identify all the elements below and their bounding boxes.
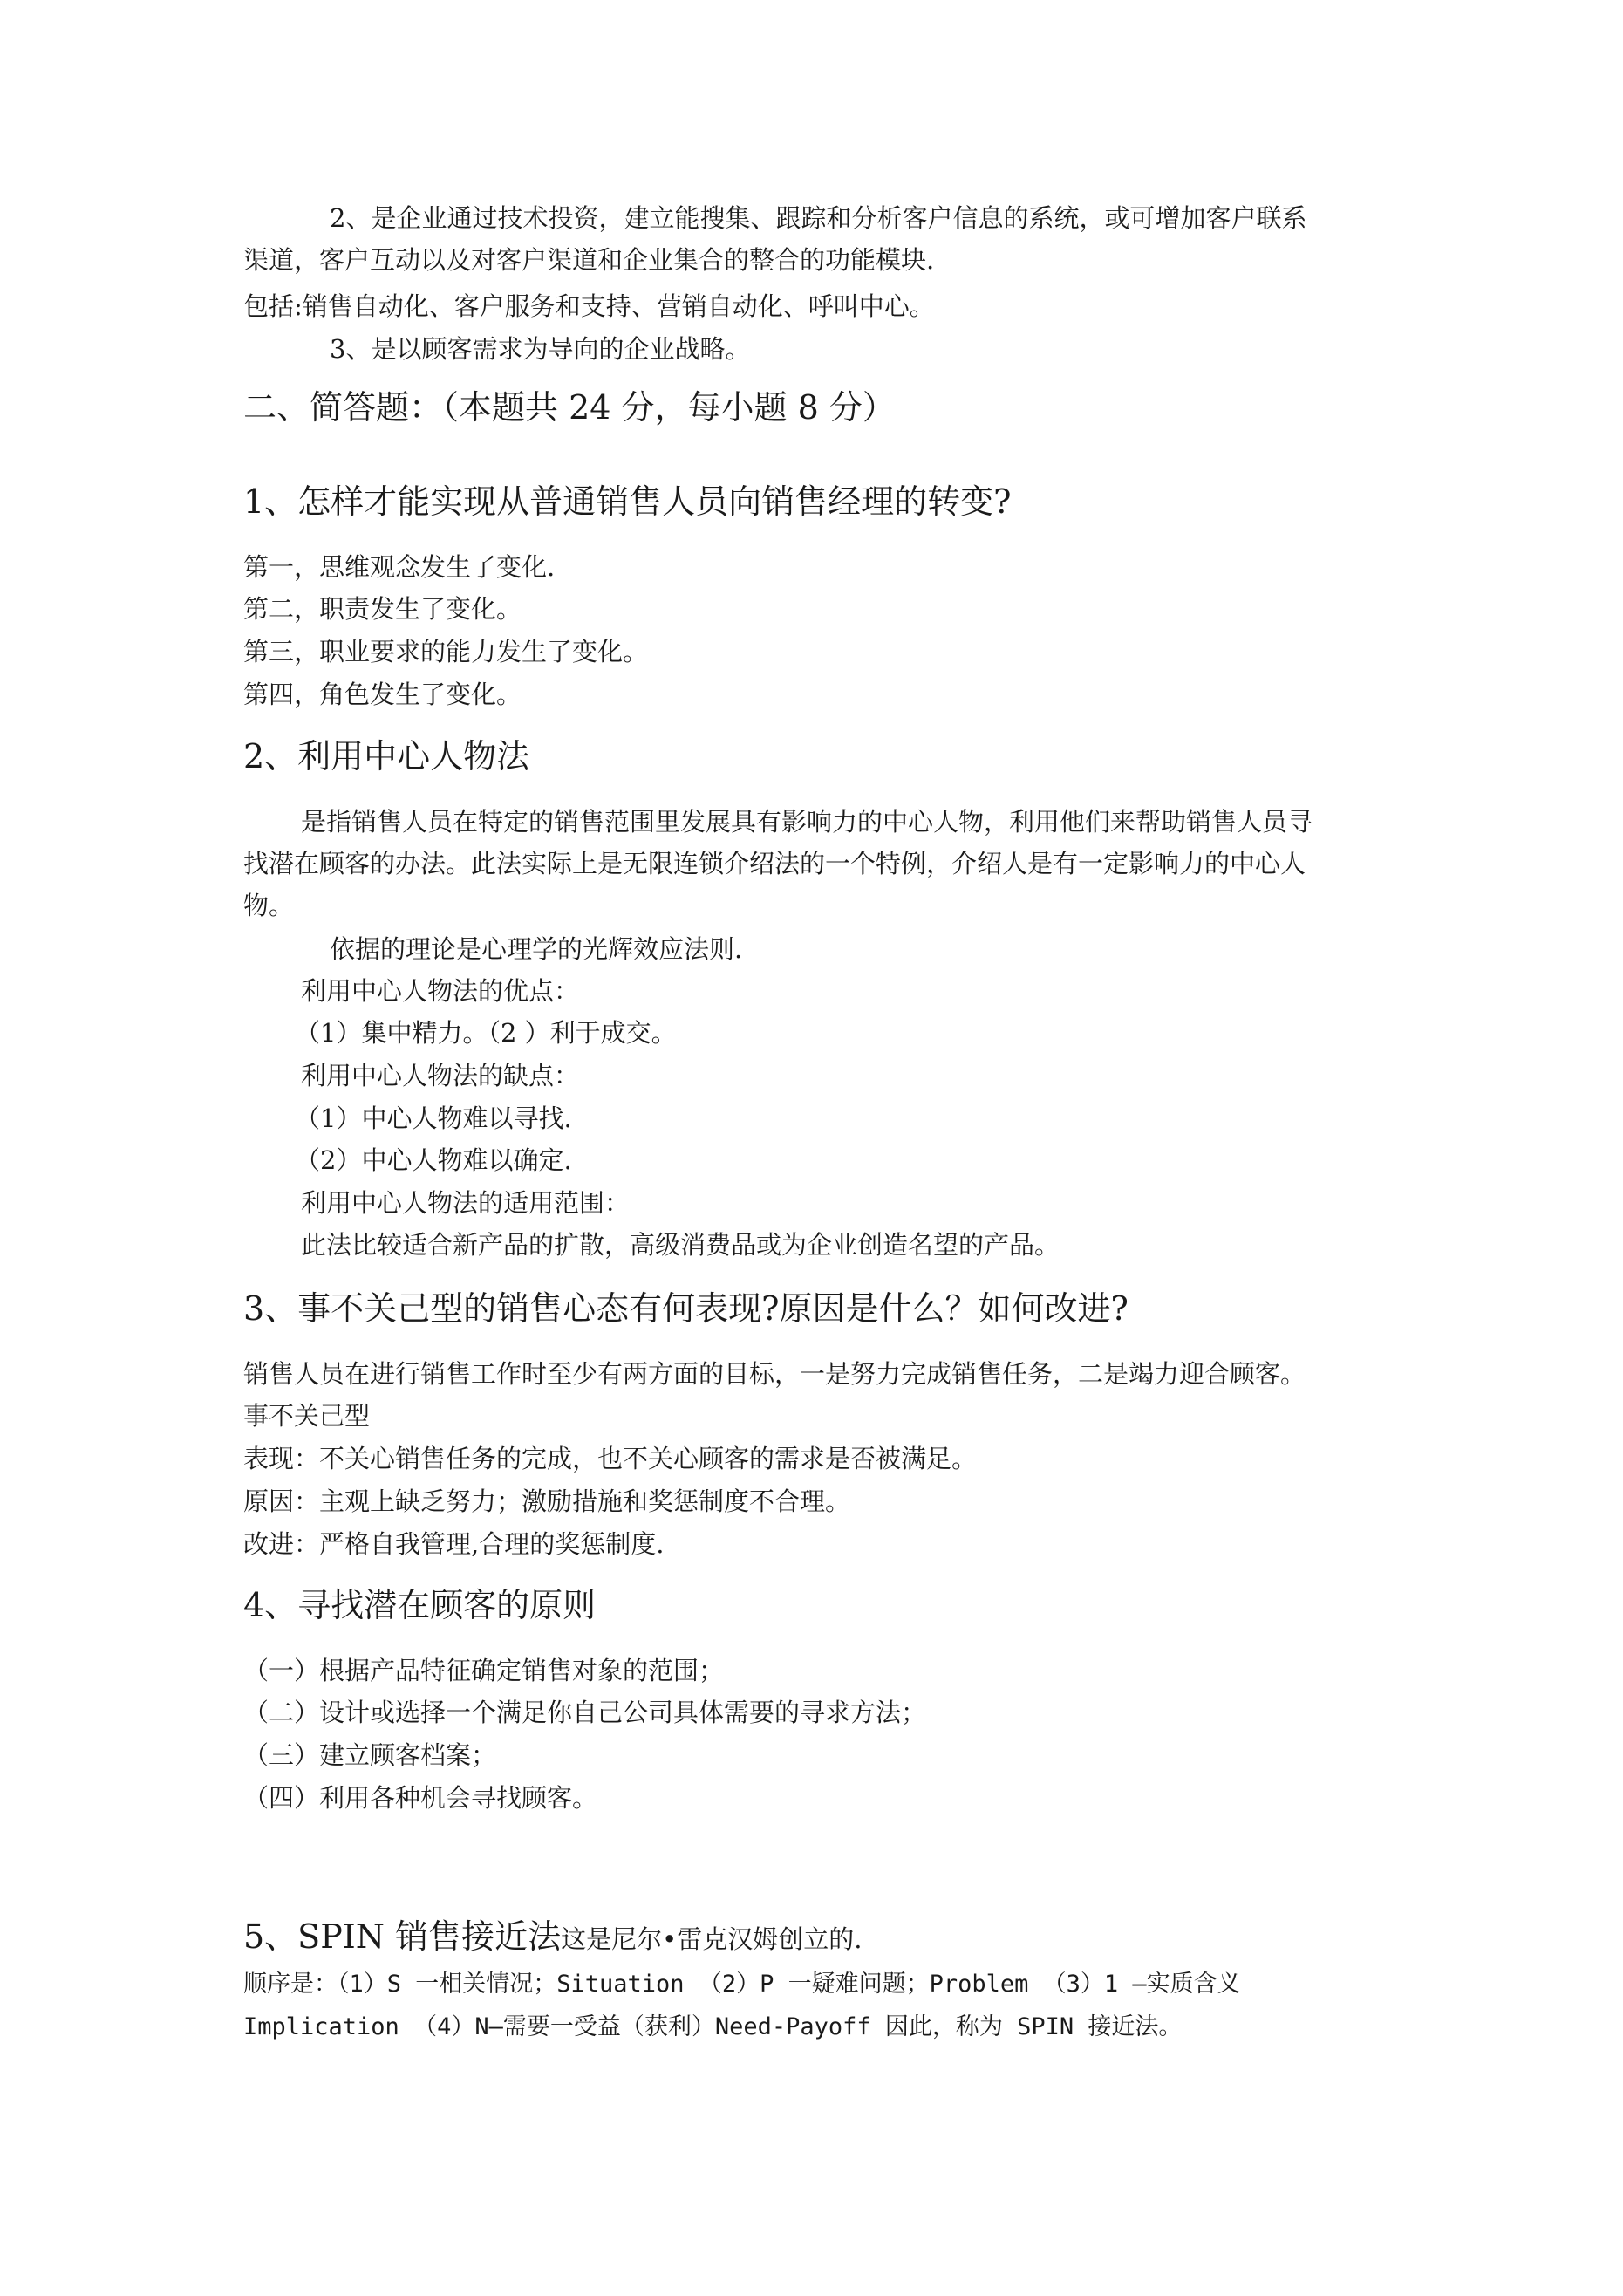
q4-line: （一）根据产品特征确定销售对象的范围； bbox=[243, 1656, 725, 1685]
q2-line: 依据的理论是心理学的光辉效应法则. bbox=[330, 934, 743, 964]
intro-line-4: 3、是以顾客需求为导向的企业战略。 bbox=[330, 334, 751, 364]
q2-title: 2、利用中心人物法 bbox=[243, 737, 530, 776]
intro-line-2: 渠道，客户互动以及对客户渠道和企业集合的整合的功能模块. bbox=[243, 245, 935, 275]
section-title: 二、简答题：（本题共 24 分，每小题 8 分） bbox=[243, 388, 896, 427]
q2-line: 找潜在顾客的办法。此法实际上是无限连锁介绍法的一个特例，介绍人是有一定影响力的中心人 bbox=[243, 849, 1306, 878]
q2-line: 利用中心人物法的适用范围： bbox=[301, 1188, 631, 1218]
q2-line: 此法比较适合新产品的扩散，高级消费品或为企业创造名望的产品。 bbox=[301, 1230, 1060, 1260]
q1-line: 第一，思维观念发生了变化. bbox=[243, 552, 556, 582]
q5-line-2: Implication （4）N—需要一受益（获利）Need-Payoff 因此，称为 SPIN 接近法。 bbox=[243, 2013, 1183, 2040]
q5-title-row bbox=[243, 1915, 862, 1961]
q2-line: 利用中心人物法的优点： bbox=[301, 976, 580, 1006]
q4-title: 4、寻找潜在顾客的原则 bbox=[243, 1586, 597, 1624]
intro-line-1: 2、是企业通过技术投资，建立能搜集、跟踪和分析客户信息的系统，或可增加客户联系 bbox=[330, 203, 1307, 233]
q3-line: 改进：严格自我管理,合理的奖惩制度. bbox=[243, 1529, 665, 1559]
q2-line: 是指销售人员在特定的销售范围里发展具有影响力的中心人物，利用他们来帮助销售人员寻 bbox=[301, 807, 1313, 837]
q5-line-1: 顺序是：（1）S 一相关情况；Situation （2）P 一疑难问题；Problem （3）1 —实质含义 bbox=[243, 1971, 1241, 1998]
q4-line: （三）建立顾客档案； bbox=[243, 1740, 497, 1770]
q3-line: 表现：不关心销售任务的完成，也不关心顾客的需求是否被满足。 bbox=[243, 1444, 978, 1473]
q2-line: 物。 bbox=[243, 891, 295, 920]
q2-line: （2）中心人物难以确定. bbox=[295, 1145, 572, 1175]
q1-line: 第四，角色发生了变化。 bbox=[243, 680, 522, 709]
q2-line: （1）集中精力。（2 ）利于成交。 bbox=[295, 1018, 677, 1048]
q2-line: 利用中心人物法的缺点： bbox=[301, 1061, 580, 1090]
q3-line: 销售人员在进行销售工作时至少有两方面的目标，一是努力完成销售任务，二是竭力迎合顾客。 bbox=[243, 1359, 1306, 1389]
q1-title: 1、怎样才能实现从普通销售人员向销售经理的转变? bbox=[243, 482, 1012, 521]
q1-line: 第二，职责发生了变化。 bbox=[243, 594, 522, 624]
q5-title: 5、SPIN 销售接近法 bbox=[243, 1917, 562, 1956]
q5-title-tail: 这是尼尔•雷克汉姆创立的. bbox=[561, 1924, 863, 1954]
q3-title: 3、事不关己型的销售心态有何表现?原因是什么？如何改进? bbox=[243, 1289, 1129, 1328]
q4-line: （二）设计或选择一个满足你自己公司具体需要的寻求方法； bbox=[243, 1698, 927, 1727]
q3-line: 原因：主观上缺乏努力；激励措施和奖惩制度不合理。 bbox=[243, 1486, 851, 1516]
intro-line-3: 包括:销售自动化、客户服务和支持、营销自动化、呼叫中心。 bbox=[243, 291, 935, 321]
q2-line: （1）中心人物难以寻找. bbox=[295, 1104, 572, 1133]
q4-line: （四）利用各种机会寻找顾客。 bbox=[243, 1783, 598, 1813]
q3-line: 事不关己型 bbox=[243, 1401, 371, 1431]
q1-line: 第三，职业要求的能力发生了变化。 bbox=[243, 637, 649, 666]
